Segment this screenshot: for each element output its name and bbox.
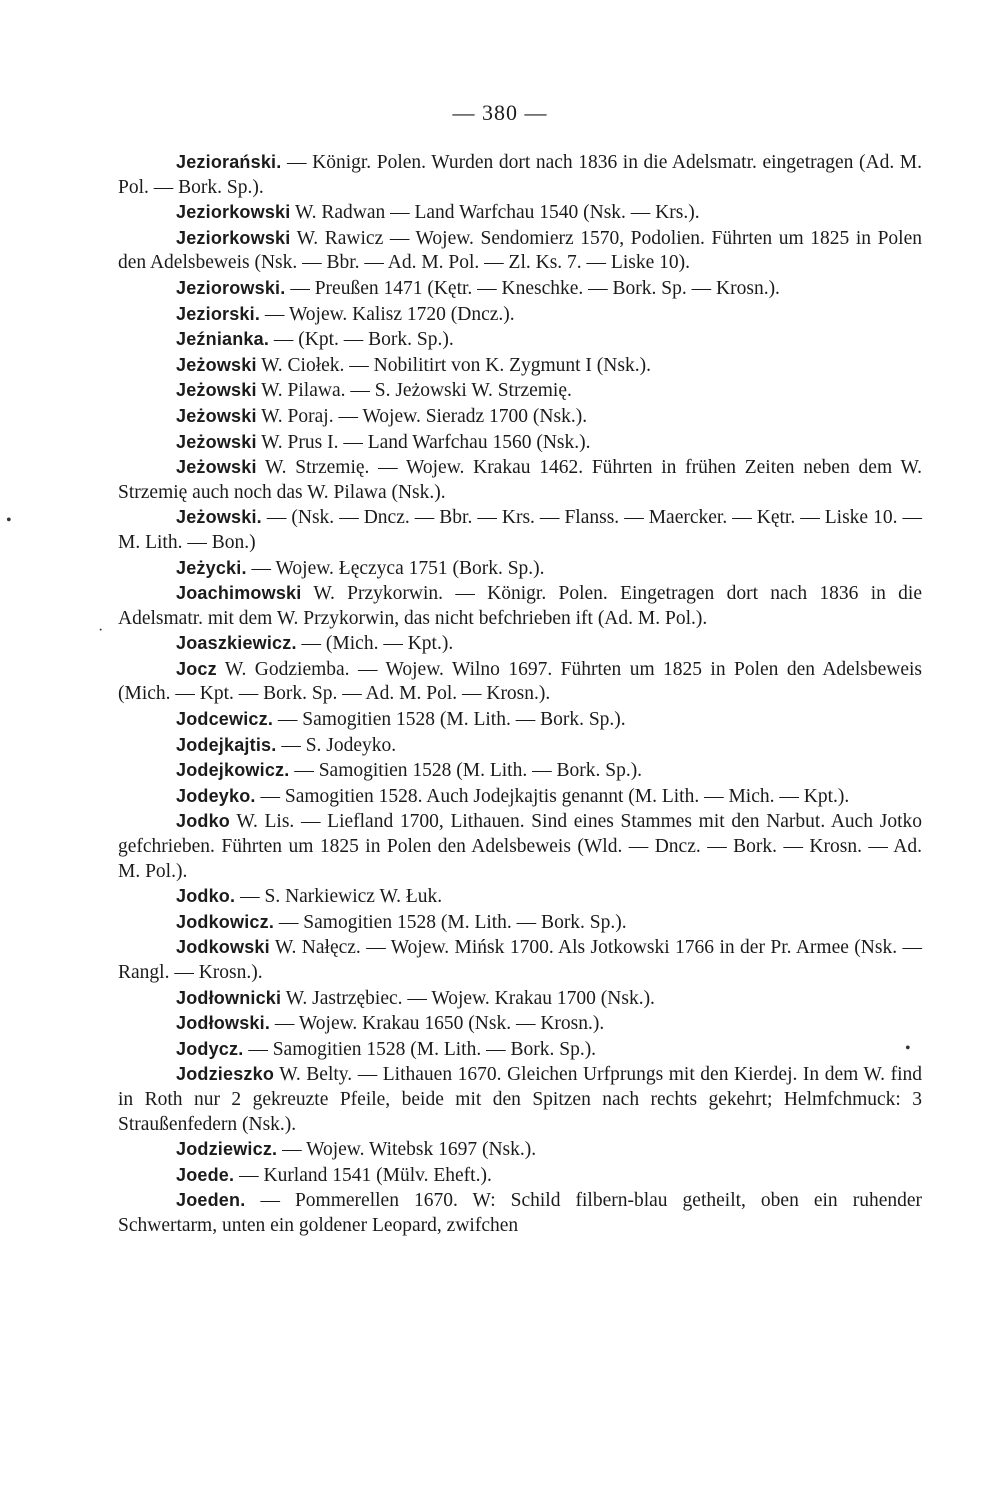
entry <box>118 758 922 784</box>
dictionary-entries <box>118 150 922 1239</box>
entry-name: Jeżycki. <box>176 557 247 578</box>
entry-text: — Samogitien 1528. Auch Jodejkajtis genannt (M. Lith. — Mich. — Kpt.). <box>255 785 850 807</box>
entry-name: Jeżowski <box>176 405 257 426</box>
entry-name: Jodłowski. <box>176 1013 271 1034</box>
entry <box>118 733 922 759</box>
entry-name: Joaszkiewicz. <box>176 633 297 654</box>
entry <box>118 581 922 631</box>
entry-text: — Wojew. Kalisz 1720 (Dncz.). <box>260 303 515 325</box>
entry-name: Jodłownicki <box>176 987 282 1008</box>
entry-text: — Samogitien 1528 (M. Lith. — Bork. Sp.). <box>289 760 643 782</box>
entry <box>118 884 922 910</box>
entry <box>118 657 922 707</box>
entry <box>118 910 922 936</box>
entry <box>118 784 922 810</box>
entry-text: — Pommerellen 1670. W: Schild filbern-blau getheilt, oben ein ruhender Schwertarm, unten ein goldener Leopard, zwifchen <box>118 1190 922 1236</box>
entry <box>118 986 922 1012</box>
entry-name: Jodko <box>176 811 231 832</box>
entry-name: Jeżowski <box>176 457 257 478</box>
entry <box>118 353 922 379</box>
entry-text: — (Mich. — Kpt.). <box>296 633 454 655</box>
entry-name: Jodejkajtis. <box>176 734 277 755</box>
entry-text: — S. Jodeyko. <box>276 734 397 756</box>
entry-text: — Preußen 1471 (Kętr. — Kneschke. — Bork. Sp. — Krosn.). <box>285 277 780 299</box>
entry-name: Jocz <box>176 658 217 679</box>
entry <box>118 809 922 884</box>
entry-name: Jodeyko. <box>176 785 256 806</box>
entry-name: Jeżowski. <box>176 507 262 528</box>
entry-text: — Königr. Polen. Wurden dort nach 1836 in die Adelsmatr. eingetragen (Ad. M. Pol. — Bork. Sp.). <box>118 152 922 198</box>
entry-name: Jodzieszko <box>176 1064 275 1085</box>
entry-name: Jeziorski. <box>176 303 261 324</box>
entry-name: Jodycz. <box>176 1038 244 1059</box>
entry <box>118 935 922 985</box>
page-number: — 380 — <box>452 100 548 125</box>
entry-text: W. Radwan — Land Warfchau 1540 (Nsk. — Krs.). <box>290 202 700 224</box>
entry-name: Jodkowski <box>176 937 270 958</box>
entry <box>118 378 922 404</box>
entry <box>118 1137 922 1163</box>
entry-text: W. Ciołek. — Nobilitirt von K. Zygmunt I (Nsk.). <box>256 354 651 376</box>
entry-name: Jeziorkowski <box>176 202 291 223</box>
entry <box>118 430 922 456</box>
entry-name: Jeżowski <box>176 380 257 401</box>
entry-text: W. Jastrzębiec. — Wojew. Krakau 1700 (Nsk.). <box>281 987 655 1009</box>
entry <box>118 556 922 582</box>
entry-text: W. Lis. — Liefland 1700, Lithauen. Sind eines Stammes mit den Narbut. Auch Jotko gefchrieben. Führten um 1825 in Polen den Adelsbeweis (Wld. — Dncz. — Bork. — Krosn. — Ad. M. Pol.). <box>118 811 922 882</box>
entry <box>118 150 922 200</box>
entry-text: — S. Narkiewicz W. Łuk. <box>235 886 443 908</box>
entry-name: Jeziorański. <box>176 152 282 172</box>
entry-name: Jodziewicz. <box>176 1139 278 1160</box>
entry-name: Jeżowski <box>176 354 257 375</box>
entry-name: Jeźnianka. <box>176 329 270 350</box>
entry-text: — Wojew. Witebsk 1697 (Nsk.). <box>277 1139 537 1161</box>
entry-name: Jeżowski <box>176 431 257 452</box>
margin-dot-mark: · <box>98 622 104 639</box>
entry <box>118 455 922 505</box>
entry-name: Joeden. <box>176 1190 246 1211</box>
entry-name: Jodcewicz. <box>176 709 274 730</box>
entry-text: — (Nsk. — Dncz. — Bbr. — Krs. — Flanss. — Maercker. — Kętr. — Liske 10. — M. Lith. — Bon.) <box>118 507 922 553</box>
entry <box>118 1011 922 1037</box>
entry <box>118 505 922 555</box>
entry-text: W. Przykorwin. — Königr. Polen. Eingetragen dort nach 1836 in die Adelsmatr. mit dem W. Przykorwin, das nicht befchrieben ift (Ad. M. Pol.). <box>118 583 922 629</box>
entry <box>118 302 922 328</box>
margin-dot-mark: • <box>6 512 12 529</box>
entry-text: — (Kpt. — Bork. Sp.). <box>269 329 454 351</box>
entry-text: — Samogitien 1528 (M. Lith. — Bork. Sp.). <box>274 911 627 933</box>
entry-text: W. Prus I. — Land Warfchau 1560 (Nsk.). <box>256 431 591 453</box>
entry-text: W. Nałęcz. — Wojew. Mińsk 1700. Als Jotkowski 1766 in der Pr. Armee (Nsk. — Rangl. — Krosn.). <box>118 937 922 983</box>
entry-text: — Samogitien 1528 (M. Lith. — Bork. Sp.). <box>243 1038 597 1060</box>
entry-text: — Wojew. Łęczyca 1751 (Bork. Sp.). <box>246 557 545 579</box>
entry <box>118 631 922 657</box>
entry <box>118 1037 922 1063</box>
entry-text: W. Poraj. — Wojew. Sieradz 1700 (Nsk.). <box>256 405 588 427</box>
entry <box>118 707 922 733</box>
entry-name: Jeziorkowski <box>176 227 291 248</box>
margin-dot-mark: • <box>905 1040 911 1057</box>
entry <box>118 1062 922 1137</box>
entry-text: — Kurland 1541 (Mülv. Eheft.). <box>234 1164 492 1186</box>
entry-name: Jeziorowski. <box>176 277 286 298</box>
entry-text: W. Godziemba. — Wojew. Wilno 1697. Führten um 1825 in Polen den Adelsbeweis (Mich. — Kpt. — Bork. Sp. — Ad. M. Pol. — Krosn.). <box>118 658 922 705</box>
entry-text: W. Pilawa. — S. Jeżowski W. Strzemię. <box>256 380 572 402</box>
entry-text: W. Strzemię. — Wojew. Krakau 1462. Führten in frühen Zeiten neben dem W. Strzemię auch noch das W. Pilawa (Nsk.). <box>118 457 922 503</box>
entry <box>118 226 922 276</box>
entry-text: — Wojew. Krakau 1650 (Nsk. — Krosn.). <box>270 1013 605 1035</box>
entry-name: Joede. <box>176 1164 235 1185</box>
entry <box>118 1188 922 1238</box>
entry-name: Jodko. <box>176 886 236 907</box>
entry <box>118 327 922 353</box>
entry-text: W. Rawicz — Wojew. Sendomierz 1570, Podolien. Führten um 1825 in Polen den Adelsbeweis (Nsk. — Bbr. — Ad. M. Pol. — Zl. Ks. 7. — Liske 10). <box>118 227 922 274</box>
entry-name: Jodejkowicz. <box>176 760 290 781</box>
entry-name: Jodkowicz. <box>176 911 275 932</box>
entry <box>118 404 922 430</box>
entry <box>118 200 922 226</box>
entry <box>118 276 922 302</box>
entry-text: W. Belty. — Lithauen 1670. Gleichen Urfprungs mit den Kierdej. In dem W. find in Roth nur 2 gekreuzte Pfeile, beide mit den Spitzen nach rechts gekehrt; Helmfchmuck: 3 Straußenfedern (Nsk.). <box>118 1064 922 1135</box>
entry-text: — Samogitien 1528 (M. Lith. — Bork. Sp.). <box>273 709 626 731</box>
entry-name: Joachimowski <box>176 583 302 604</box>
entry <box>118 1163 922 1189</box>
